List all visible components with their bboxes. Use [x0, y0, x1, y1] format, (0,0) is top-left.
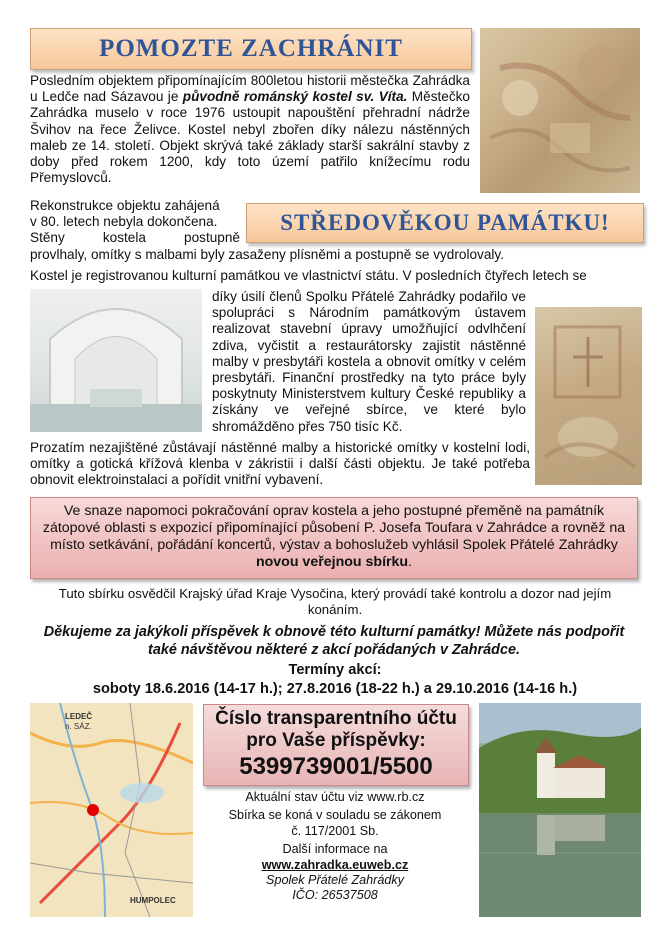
fresco-texture [480, 28, 640, 193]
title-banner-monument [246, 203, 644, 243]
recon-line-4: provlhaly, omítky s malbami byly zasaženy plísněmi a postupně se vydrolovaly. [30, 247, 504, 262]
registered-text: Kostel je registrovanou kulturní památkou ve vlastnictví státu. V posledních čtyřech letech se [30, 268, 587, 283]
intro-part-3: Městečko Zahrádka muselo v roce 1976 ustoupit napouštění přehradní nádrže Švihov na řece Želivce. Kostel nebyl zbořen díky nálezu nástěnných maleb ze 14. století. Objekt skrývá také základy starší sakrální stavby z doby před rokem 1200, kdy toto území patřilo knížecímu rodu Přemyslovců. [30, 89, 470, 186]
remaining-paragraph: Prozatím nezajištěné zůstávají nástěnné malby a historické omítky v kostelní lodi, omítky a gotická křížová klenba v zákristii i další části objektu. Je také potřeba obnovit elektroinstalaci a pořídit vnitřní vybavení. [30, 440, 530, 488]
verified-text: Tuto sbírku osvědčil Krajský úřad Kraje Vysočina, který provádí také kontrolu a dozor nad jejím konáním. [58, 586, 612, 617]
mural-photo [535, 307, 642, 485]
fresco-photo-top [480, 28, 640, 193]
recon-line-3: Stěny kostela postupně [30, 230, 240, 246]
info-more: Další informace na [282, 842, 388, 857]
recon-line-2: v 80. letech nebyla dokončena. [30, 214, 218, 230]
map-marker [87, 804, 99, 816]
efforts-paragraph: díky úsilí členů Spolku Přátelé Zahrádky podařilo ve spolupráci s Národním památkovým ústavem realizovat stavební úpravy umožňující odvlhčení zdiva, vyčistit a restaurátorsky zajistit nástěnné malby v presbytáři kostela a obnovit omítky v celém presbytáři. Finanční prostředky na tyto práce byly poskytnuty Ministerstvem kultury České republiky a získány ve veřejné sbírce, ve které bylo shromážděno přes 750 tisíc Kč. [212, 289, 526, 434]
title-banner-save-text: POMOZTE ZACHRÁNIT [99, 35, 403, 62]
info-web-link[interactable]: www.zahradka.euweb.cz [261, 857, 409, 872]
intro-paragraph [30, 73, 470, 186]
appeal-text-end: . [408, 554, 413, 570]
map-label-humpolec: HUMPOLEC [130, 896, 176, 905]
appeal-text [31, 498, 637, 576]
location-map [30, 703, 193, 917]
info-law-1: Sbírka se koná v souladu se zákonem [228, 808, 442, 823]
info-ico: IČO: 26537508 [292, 888, 378, 903]
appeal-box [30, 497, 638, 579]
account-box [203, 704, 469, 786]
info-block [203, 790, 467, 904]
events-title: Termíny akcí: [288, 662, 382, 678]
title-banner-save [30, 28, 472, 70]
recon-text [30, 198, 240, 247]
intro-part-1: Posledním objektem připomínajícím 800letou historii městečka Zahrádka u Ledče nad Sázavou je [30, 73, 470, 105]
interior-photo [30, 289, 202, 432]
account-number: 5399739001/5500 [239, 753, 433, 780]
appeal-text-main: Ve snaze napomoci pokračování oprav kostela a jeho postupné přeměně na památník zátopové oblasti s expozicí připomínající působení P. Josefa Toufara v Zahrádce a rovněž na místo setkávání, pořádání koncertů, výstav a bohoslužeb vyhlásil Spolek Přátelé Zahrádky [42, 503, 626, 553]
church-drawing [479, 703, 641, 917]
map-label-sazavou: n. SÁZ. [65, 722, 92, 731]
info-status: Aktuální stav účtu viz www.rb.cz [245, 790, 425, 804]
info-law-2: č. 117/2001 Sb. [291, 823, 379, 838]
interior-drawing [30, 289, 202, 432]
map-label-ledec: LEDEČ [65, 712, 93, 721]
appeal-text-bold: novou veřejnou sbírku [255, 554, 409, 570]
map-drawing [30, 703, 193, 917]
intro-church-name: původně románský kostel sv. Víta. [182, 89, 408, 105]
recon-line-1: Rekonstrukce objektu zahájená [30, 198, 220, 213]
title-banner-monument-text: STŘEDOVĚKOU PAMÁTKU! [280, 210, 610, 235]
thanks-text: Děkujeme za jakýkoli příspěvek k obnově této kulturní památky! Můžete nás podpořit také návštěvou některé z akcí pořádaných v Zahrádce. [43, 624, 625, 658]
account-label-2: pro Vaše příspěvky: [246, 730, 426, 751]
events-dates: soboty 18.6.2016 (14-17 h.); 27.8.2016 (18-22 h.) a 29.10.2016 (14-16 h.) [92, 681, 578, 697]
info-org: Spolek Přátelé Zahrádky [266, 873, 404, 888]
mural-drawing [535, 307, 642, 485]
church-lake-photo [479, 703, 641, 917]
account-label-1: Číslo transparentního účtu [215, 708, 457, 729]
